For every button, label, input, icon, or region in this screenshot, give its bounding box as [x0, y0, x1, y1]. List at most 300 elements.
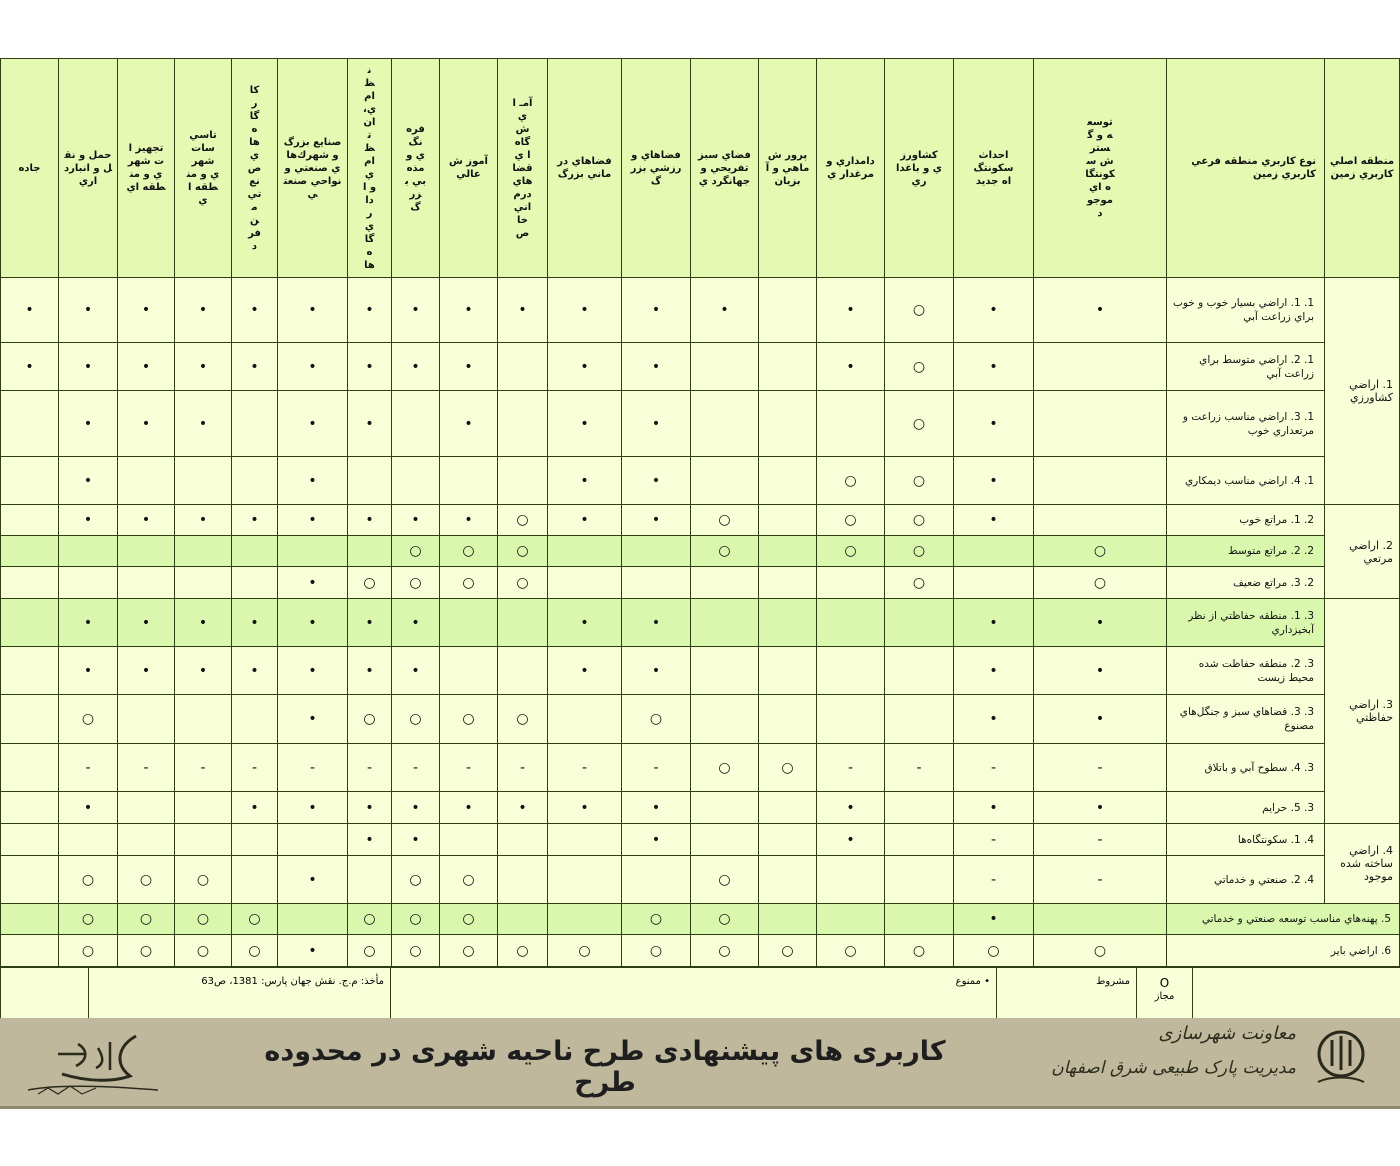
- cell-mark: ○: [718, 871, 731, 888]
- sub-type-label: 3. 4. سطوح آبي و باتلاق: [1204, 761, 1314, 774]
- table-cell: [118, 505, 175, 536]
- table-cell: [498, 824, 548, 856]
- main-zone-cell: [1325, 824, 1400, 904]
- cell-mark: •: [464, 358, 473, 375]
- table-cell: [59, 278, 118, 343]
- table-cell: [440, 856, 498, 904]
- cell-mark: •: [989, 472, 998, 489]
- cell-mark: ○: [578, 942, 591, 959]
- table-cell: [885, 599, 954, 647]
- column-header-label: آموز ش عالي: [449, 156, 488, 180]
- table-cell: [348, 744, 392, 792]
- table-cell: [691, 599, 759, 647]
- cell-mark: •: [198, 415, 208, 432]
- cell-mark: ○: [718, 911, 731, 927]
- table-cell: [548, 935, 622, 967]
- cell-mark: •: [464, 799, 473, 816]
- cell-mark: -: [1097, 759, 1103, 776]
- table-cell: [759, 935, 817, 967]
- table-cell: [392, 792, 440, 824]
- table-cell: [1, 343, 59, 391]
- main-zone-cell: [1325, 505, 1400, 599]
- column-header-label: صنايع بزرگ و شهرك‌ها ي صنعتي و نواحي صنعتي: [283, 136, 342, 200]
- table-cell: [348, 343, 392, 391]
- sub-type-cell: [1167, 343, 1325, 391]
- cell-mark: ○: [912, 472, 926, 489]
- table-cell: [118, 935, 175, 967]
- cell-mark: •: [580, 799, 589, 816]
- cell-mark: •: [411, 302, 420, 318]
- table-cell: [622, 647, 691, 695]
- table-row: [1, 647, 1400, 695]
- table-cell: [232, 647, 278, 695]
- cell-mark: ○: [139, 942, 153, 959]
- table-cell: [817, 856, 885, 904]
- main-zone-label: 3. اراضي حفاظتي: [1349, 698, 1393, 724]
- table-cell: [232, 824, 278, 856]
- table-cell: [498, 505, 548, 536]
- table-cell: [175, 935, 232, 967]
- cell-mark: •: [1095, 302, 1105, 318]
- sub-type-label: 2. 3. مراتع ضعيف: [1233, 576, 1314, 589]
- sub-type-label: 1. 4. اراضي مناسب ديمكاري: [1184, 474, 1314, 487]
- table-cell: [348, 856, 392, 904]
- table-cell: [1, 904, 59, 935]
- table-row: [1, 567, 1400, 599]
- title-banner: [0, 1018, 1400, 1109]
- single-row-label-cell: [1167, 904, 1400, 935]
- table-cell: [118, 567, 175, 599]
- header-row: [1, 59, 1400, 278]
- table-cell: [622, 599, 691, 647]
- cell-mark: •: [1095, 711, 1105, 727]
- table-cell: [59, 457, 118, 505]
- table-cell: [278, 343, 348, 391]
- cell-mark: •: [411, 614, 420, 631]
- table-cell: [278, 505, 348, 536]
- table-cell: [348, 647, 392, 695]
- table-cell: [1, 824, 59, 856]
- column-header: [885, 59, 954, 278]
- sub-type-cell: [1167, 647, 1325, 695]
- cell-mark: •: [365, 614, 374, 631]
- table-cell: [548, 904, 622, 935]
- column-header: [175, 59, 232, 278]
- table-cell: [691, 278, 759, 343]
- table-cell: [1, 647, 59, 695]
- cell-mark: •: [989, 911, 998, 927]
- table-cell: [118, 647, 175, 695]
- column-header: [498, 59, 548, 278]
- table-cell: [348, 391, 392, 457]
- table-cell: [1034, 457, 1167, 505]
- main-zone-cell: [1325, 278, 1400, 505]
- table-cell: [817, 343, 885, 391]
- column-header: [1, 59, 59, 278]
- cell-mark: ○: [912, 302, 926, 318]
- cell-mark: •: [308, 358, 317, 375]
- cell-mark: •: [411, 358, 420, 375]
- table-cell: [278, 567, 348, 599]
- table-cell: [440, 536, 498, 567]
- cell-mark: -: [465, 759, 472, 776]
- column-header: [348, 59, 392, 278]
- table-cell: [1, 599, 59, 647]
- table-cell: [392, 695, 440, 744]
- allowed-label: مجاز: [1154, 991, 1175, 1002]
- cell-mark: •: [580, 302, 589, 318]
- table-cell: [118, 391, 175, 457]
- table-row: [1, 391, 1400, 457]
- column-header-label: تاسي سات شهر ي و منطقه اي: [186, 130, 220, 206]
- cell-mark: •: [141, 662, 151, 679]
- cell-mark: •: [83, 415, 93, 432]
- sub-type-cell: [1167, 278, 1325, 343]
- table-cell: [118, 824, 175, 856]
- table-cell: [175, 567, 232, 599]
- table-cell: [622, 343, 691, 391]
- column-header: [622, 59, 691, 278]
- sub-type-header: [1167, 59, 1325, 278]
- table-cell: [232, 856, 278, 904]
- cell-mark: •: [720, 302, 729, 318]
- cell-mark: •: [651, 358, 661, 375]
- table-cell: [691, 343, 759, 391]
- cell-mark: •: [651, 472, 661, 489]
- cell-mark: ○: [516, 543, 529, 559]
- cell-mark: •: [83, 512, 93, 528]
- cell-mark: •: [365, 415, 374, 432]
- table-cell: [175, 695, 232, 744]
- table-cell: [348, 695, 392, 744]
- cell-mark: •: [989, 512, 998, 528]
- sub-type-label: 2. 1. مراتع خوب: [1239, 514, 1314, 526]
- table-cell: [759, 536, 817, 567]
- table-cell: [548, 505, 622, 536]
- table-cell: [885, 505, 954, 536]
- cell-mark: ○: [248, 942, 261, 959]
- table-cell: [691, 695, 759, 744]
- cell-mark: ○: [196, 942, 210, 959]
- table-cell: [59, 935, 118, 967]
- cell-mark: ○: [363, 574, 376, 591]
- table-cell: [622, 536, 691, 567]
- single-row-label: 5. پهنه‌هاي مناسب توسعه صنعتي و خدماتي: [1201, 913, 1391, 925]
- table-cell: [1034, 647, 1167, 695]
- cell-mark: •: [1095, 614, 1105, 631]
- cell-mark: •: [846, 358, 855, 375]
- cell-mark: •: [411, 799, 420, 816]
- table-cell: [59, 856, 118, 904]
- conditional-label: مشروط: [1096, 976, 1130, 987]
- cell-mark: ○: [462, 543, 475, 559]
- cell-mark: •: [651, 799, 661, 816]
- table-cell: [759, 744, 817, 792]
- cell-mark: -: [309, 759, 316, 776]
- table-cell: [392, 505, 440, 536]
- cell-mark: ○: [409, 871, 422, 888]
- table-cell: [622, 695, 691, 744]
- cell-mark: ○: [196, 911, 210, 927]
- cell-mark: ○: [462, 711, 475, 727]
- table-cell: [885, 343, 954, 391]
- table-cell: [278, 744, 348, 792]
- table-cell: [392, 744, 440, 792]
- table-cell: [232, 792, 278, 824]
- table-cell: [498, 695, 548, 744]
- cell-mark: •: [989, 799, 998, 816]
- table-cell: [118, 744, 175, 792]
- table-cell: [118, 904, 175, 935]
- table-cell: [1, 457, 59, 505]
- cell-mark: •: [651, 662, 661, 679]
- table-cell: [440, 505, 498, 536]
- table-cell: [498, 278, 548, 343]
- table-cell: [278, 278, 348, 343]
- column-header-label: آمـ اي ش گاه ا ي قضا هاي درم اني خا ص: [512, 97, 533, 239]
- cell-mark: •: [411, 662, 420, 679]
- cell-mark: ○: [1093, 942, 1107, 959]
- cell-mark: •: [365, 799, 374, 816]
- table-cell: [548, 856, 622, 904]
- cell-mark: •: [580, 415, 589, 432]
- table-cell: [954, 824, 1034, 856]
- cell-mark: ○: [718, 942, 731, 959]
- cell-mark: •: [411, 512, 420, 528]
- cell-mark: •: [365, 358, 374, 375]
- column-header-label: احداث سكونتگ اه جديد: [973, 149, 1014, 187]
- table-cell: [440, 391, 498, 457]
- table-cell: [278, 457, 348, 505]
- table-cell: [691, 744, 759, 792]
- column-header-label: حمل و نقل و انبارداري: [64, 149, 113, 187]
- table-cell: [1034, 505, 1167, 536]
- cell-mark: •: [464, 302, 473, 318]
- column-header-label: فضاي سبز تفريحي و جهانگرد ي: [698, 149, 751, 187]
- cell-mark: •: [83, 799, 93, 816]
- column-header-label: كار گاه ها ي ص نع تي من فرد: [247, 84, 262, 252]
- table-cell: [498, 647, 548, 695]
- cell-mark: •: [651, 512, 661, 528]
- table-cell: [392, 343, 440, 391]
- cell-mark: •: [141, 512, 151, 528]
- cell-mark: -: [1097, 831, 1103, 848]
- cell-mark: •: [141, 614, 151, 631]
- cell-mark: -: [990, 759, 997, 776]
- cell-mark: ○: [462, 911, 475, 927]
- column-header: [1034, 59, 1167, 278]
- cell-mark: ○: [139, 871, 153, 888]
- cell-mark: •: [365, 662, 374, 679]
- table-cell: [348, 505, 392, 536]
- table-cell: [759, 343, 817, 391]
- table-cell: [118, 792, 175, 824]
- table-cell: [1, 695, 59, 744]
- table-cell: [954, 599, 1034, 647]
- sub-type-cell: [1167, 792, 1325, 824]
- column-header: [759, 59, 817, 278]
- column-header-label: فره نگ ي و مذه بي بزر گ: [404, 123, 427, 213]
- table-cell: [885, 536, 954, 567]
- table-cell: [548, 457, 622, 505]
- table-cell: [175, 856, 232, 904]
- cell-mark: ○: [1093, 543, 1107, 559]
- table-cell: [1, 278, 59, 343]
- cell-mark: -: [366, 759, 373, 776]
- table-cell: [175, 457, 232, 505]
- cell-mark: •: [83, 358, 93, 375]
- table-cell: [954, 904, 1034, 935]
- table-cell: [817, 744, 885, 792]
- table-cell: [622, 792, 691, 824]
- cell-mark: •: [580, 358, 589, 375]
- column-header: [817, 59, 885, 278]
- cell-mark: •: [989, 358, 998, 375]
- cell-mark: •: [83, 614, 93, 631]
- table-row: [1, 824, 1400, 856]
- table-cell: [1, 505, 59, 536]
- table-row: [1, 856, 1400, 904]
- cell-mark: •: [580, 472, 589, 489]
- table-cell: [392, 391, 440, 457]
- table-cell: [622, 567, 691, 599]
- column-header-label: جاده: [18, 162, 41, 174]
- table-cell: [232, 695, 278, 744]
- cell-mark: •: [518, 302, 527, 318]
- cell-mark: •: [198, 614, 208, 631]
- deputy-urban-planning: معاونت شهرسازی: [1158, 1023, 1296, 1044]
- table-cell: [392, 457, 440, 505]
- table-row: [1, 744, 1400, 792]
- sub-type-label: 4. 1. سكونتگاه‌ها: [1237, 833, 1314, 846]
- table-row: [1, 505, 1400, 536]
- page-title: كاربری های پيشنهادی طرح ناحيه شهری در محدوده طرح: [264, 1036, 946, 1098]
- table-cell: [1034, 343, 1167, 391]
- table-cell: [498, 343, 548, 391]
- cell-mark: •: [989, 614, 998, 631]
- sub-type-label: 4. 2. صنعتي و خدماتي: [1213, 873, 1314, 886]
- table-cell: [691, 647, 759, 695]
- cell-mark: •: [83, 302, 93, 318]
- table-cell: [440, 904, 498, 935]
- table-cell: [118, 599, 175, 647]
- cell-mark: •: [580, 614, 589, 631]
- table-cell: [1, 856, 59, 904]
- table-cell: [548, 567, 622, 599]
- cell-mark: ○: [649, 942, 663, 959]
- table-cell: [1034, 536, 1167, 567]
- column-header: [59, 59, 118, 278]
- sub-type-cell: [1167, 744, 1325, 792]
- cell-mark: •: [308, 512, 317, 528]
- cell-mark: •: [308, 614, 317, 631]
- single-row-label-cell: [1167, 935, 1400, 967]
- cell-mark: •: [308, 415, 317, 432]
- cell-mark: -: [251, 759, 258, 776]
- cell-mark: ○: [912, 543, 926, 559]
- forbidden-label: • ممنوع: [955, 976, 990, 987]
- table-cell: [954, 744, 1034, 792]
- column-header: [954, 59, 1034, 278]
- table-cell: [759, 391, 817, 457]
- table-cell: [175, 391, 232, 457]
- cell-mark: ○: [81, 871, 95, 888]
- table-cell: [691, 856, 759, 904]
- table-cell: [440, 647, 498, 695]
- cell-mark: ○: [462, 871, 475, 888]
- table-cell: [232, 536, 278, 567]
- table-cell: [59, 695, 118, 744]
- table-cell: [691, 457, 759, 505]
- cell-mark: -: [200, 759, 206, 776]
- table-cell: [392, 278, 440, 343]
- table-cell: [175, 744, 232, 792]
- cell-mark: ○: [409, 711, 422, 727]
- land-use-table: [0, 58, 1400, 967]
- table-cell: [348, 457, 392, 505]
- table-cell: [954, 391, 1034, 457]
- table-cell: [175, 599, 232, 647]
- cell-mark: ○: [248, 911, 261, 927]
- cell-mark: ○: [912, 942, 926, 959]
- sub-type-cell: [1167, 391, 1325, 457]
- cell-mark: ○: [649, 711, 663, 727]
- table-cell: [1034, 744, 1167, 792]
- cell-mark: •: [198, 358, 208, 375]
- table-cell: [817, 457, 885, 505]
- table-cell: [440, 935, 498, 967]
- table-cell: [1034, 792, 1167, 824]
- table-cell: [278, 792, 348, 824]
- table-cell: [954, 935, 1034, 967]
- table-cell: [440, 824, 498, 856]
- table-cell: [392, 536, 440, 567]
- table-cell: [232, 744, 278, 792]
- table-cell: [118, 343, 175, 391]
- column-header: [278, 59, 348, 278]
- column-header-label: دامداري و مرغدار ي: [826, 156, 875, 180]
- cell-mark: •: [198, 662, 208, 679]
- table-cell: [622, 744, 691, 792]
- table-cell: [232, 457, 278, 505]
- cell-mark: •: [25, 358, 34, 375]
- cell-mark: •: [308, 472, 317, 489]
- table-cell: [759, 824, 817, 856]
- cell-mark: •: [141, 415, 151, 432]
- table-cell: [59, 567, 118, 599]
- table-cell: [622, 935, 691, 967]
- table-cell: [175, 647, 232, 695]
- cell-mark: ○: [462, 574, 475, 591]
- table-cell: [498, 904, 548, 935]
- table-cell: [1034, 824, 1167, 856]
- table-cell: [548, 744, 622, 792]
- table-cell: [817, 695, 885, 744]
- table-cell: [175, 792, 232, 824]
- cell-mark: •: [308, 302, 317, 318]
- table-cell: [817, 505, 885, 536]
- cell-mark: ○: [81, 711, 95, 727]
- table-cell: [59, 343, 118, 391]
- table-cell: [278, 695, 348, 744]
- sub-type-cell: [1167, 856, 1325, 904]
- cell-mark: •: [308, 574, 317, 591]
- table-cell: [954, 457, 1034, 505]
- cell-mark: •: [989, 662, 998, 679]
- cell-mark: ○: [912, 415, 926, 432]
- column-header: [232, 59, 278, 278]
- table-cell: [817, 599, 885, 647]
